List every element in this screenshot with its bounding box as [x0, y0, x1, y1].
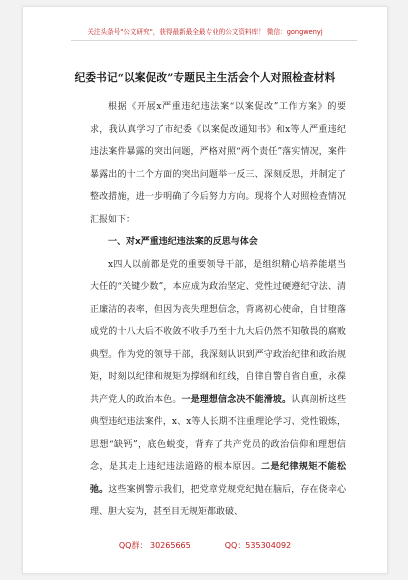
footer-contact	[23, 540, 387, 551]
paragraph-text: 认真剖析这些典型违纪违法案件，x、x等人长期不注重理论学习、党性锻炼，思想“缺钙”，底色蜕变，背弃了共产党员的政治信仰和理想信念，是其走上违纪违法道路的根本原因。	[90, 394, 346, 472]
header-divider	[71, 40, 357, 41]
paragraph-text: x四人以前都是党的重要领导干部，是组织精心培养能堪当大任的“关键少数”，本应成为政治坚定、党性过硬遵纪守法、清正廉洁的表率，但因为丧失理想信念，背离初心使命，自甘堕落成党的十八大后不收敛不收手乃至十九大后仍然不知敬畏的腐败典型。作为党的领导干部，我深刻认识到严守政治纪律和政治规矩，时刻以纪律和规矩为撑纲和红线，自律自警自省自重，永葆共产党人的政治本色。	[90, 259, 346, 405]
section-paragraph	[90, 254, 346, 524]
intro-paragraph: 根据《开展x严重违纪违法案“以案促改”工作方案》的要求，我认真学习了市纪委《以案促改通知书》和x等人严重违纪违法案件暴露的突出问题，严格对照“两个责任”落实情况，案件暴露出的十二个方面的突出问题举一反三、深刻反思，并制定了整改措施，进一步明确了今后努力方向。现将个人对照检查情况汇报如下：	[90, 102, 346, 225]
document-body	[90, 96, 346, 524]
bold-point-1: 一是理想信念决不能滑坡。	[181, 394, 292, 405]
paragraph-text: 这些案例警示我们，把党章党规党纪抛在脑后，存在侥幸心理、胆大妄为，甚至目无规矩都敢破、	[90, 484, 346, 517]
header-promo-note: 关注头条号"公文研究"，获得最新最全最专业的公文资料库！ 微信：gongwenyj	[87, 28, 323, 36]
bold-point-2: 二是纪律规矩不能松弛。	[90, 462, 346, 495]
footer-qq: QQ：535304092	[224, 541, 292, 550]
document-page	[22, 6, 388, 574]
footer-qq-group: QQ群： 30265665	[118, 541, 191, 550]
document-title: 纪委书记“以案促改”专题民主生活会个人对照检查材料	[74, 72, 336, 84]
section-heading: 一、对x严重违纪违法案的反思与体会	[108, 237, 258, 247]
